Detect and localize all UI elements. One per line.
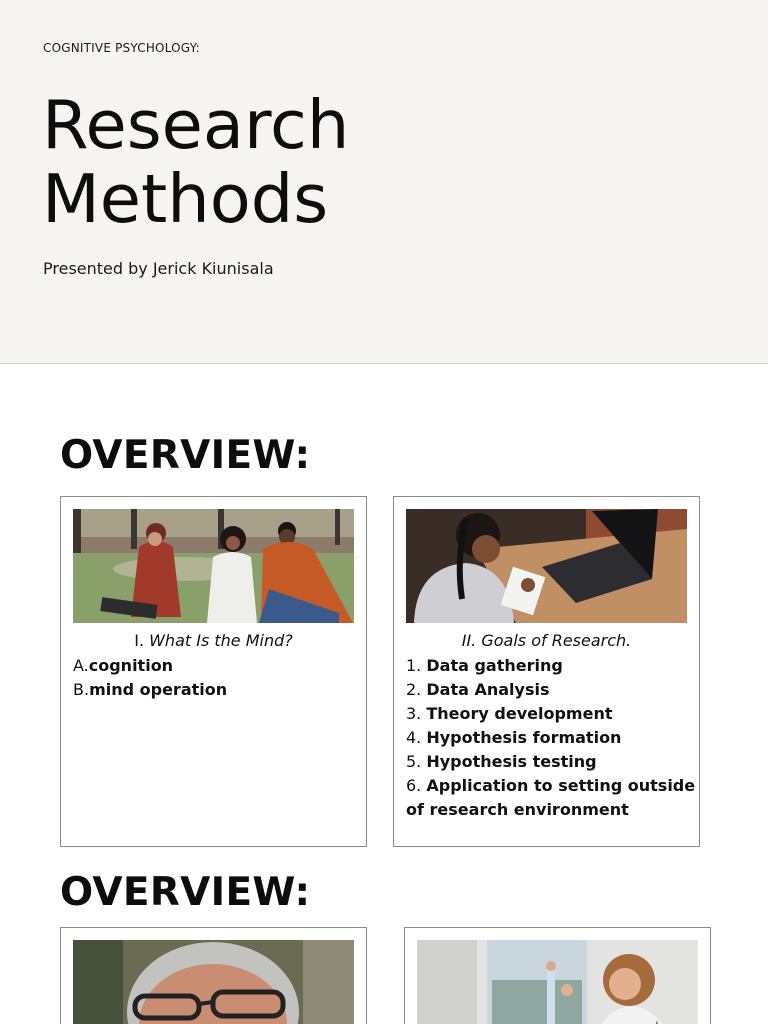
goals-card-list <box>406 654 696 822</box>
lab-researcher-photo <box>417 940 698 1024</box>
list-marker: 4. <box>406 728 427 747</box>
mind-card-numeral: I. <box>134 631 150 650</box>
list-text: Application to setting outside of research environment <box>406 776 696 819</box>
overview-heading: OVERVIEW: <box>60 433 311 478</box>
course-kicker: COGNITIVE PSYCHOLOGY: <box>43 41 200 55</box>
goals-card-title: II. Goals of Research. <box>461 631 632 650</box>
goals-card-heading <box>406 630 687 652</box>
list-item <box>73 678 363 702</box>
title-line-1: Research <box>42 86 350 164</box>
list-text: Data Analysis <box>426 680 550 699</box>
lab-card <box>404 927 711 1024</box>
list-item <box>406 654 696 678</box>
list-marker: 2. <box>406 680 427 699</box>
presenter-line: Presented by Jerick Kiunisala <box>43 259 274 278</box>
list-text: mind operation <box>89 680 228 699</box>
list-item <box>406 774 696 822</box>
goals-card <box>393 496 700 847</box>
list-text: Hypothesis formation <box>426 728 622 747</box>
overview-heading: OVERVIEW: <box>60 870 311 915</box>
list-item <box>73 654 363 678</box>
older-man-portrait-photo <box>73 940 354 1024</box>
title-line-2: Methods <box>42 160 329 238</box>
student-laptop-photo <box>406 509 687 623</box>
mind-card-list <box>73 654 363 702</box>
students-outdoors-photo <box>73 509 354 623</box>
title-header <box>0 0 768 364</box>
mind-card <box>60 496 367 847</box>
list-item <box>406 750 696 774</box>
list-marker: 5. <box>406 752 427 771</box>
mind-card-title: What Is the Mind? <box>149 631 293 650</box>
list-marker: 6. <box>406 776 427 795</box>
presentation-title <box>42 88 349 236</box>
list-marker: 3. <box>406 704 427 723</box>
list-item <box>406 726 696 750</box>
portrait-card <box>60 927 367 1024</box>
list-item <box>406 678 696 702</box>
list-marker: 1. <box>406 656 427 675</box>
list-marker: B. <box>73 680 90 699</box>
list-text: Theory development <box>426 704 613 723</box>
list-marker: A. <box>73 656 89 675</box>
mind-card-heading <box>73 630 354 652</box>
list-item <box>406 702 696 726</box>
list-text: Hypothesis testing <box>426 752 597 771</box>
list-text: cognition <box>88 656 174 675</box>
list-text: Data gathering <box>426 656 563 675</box>
